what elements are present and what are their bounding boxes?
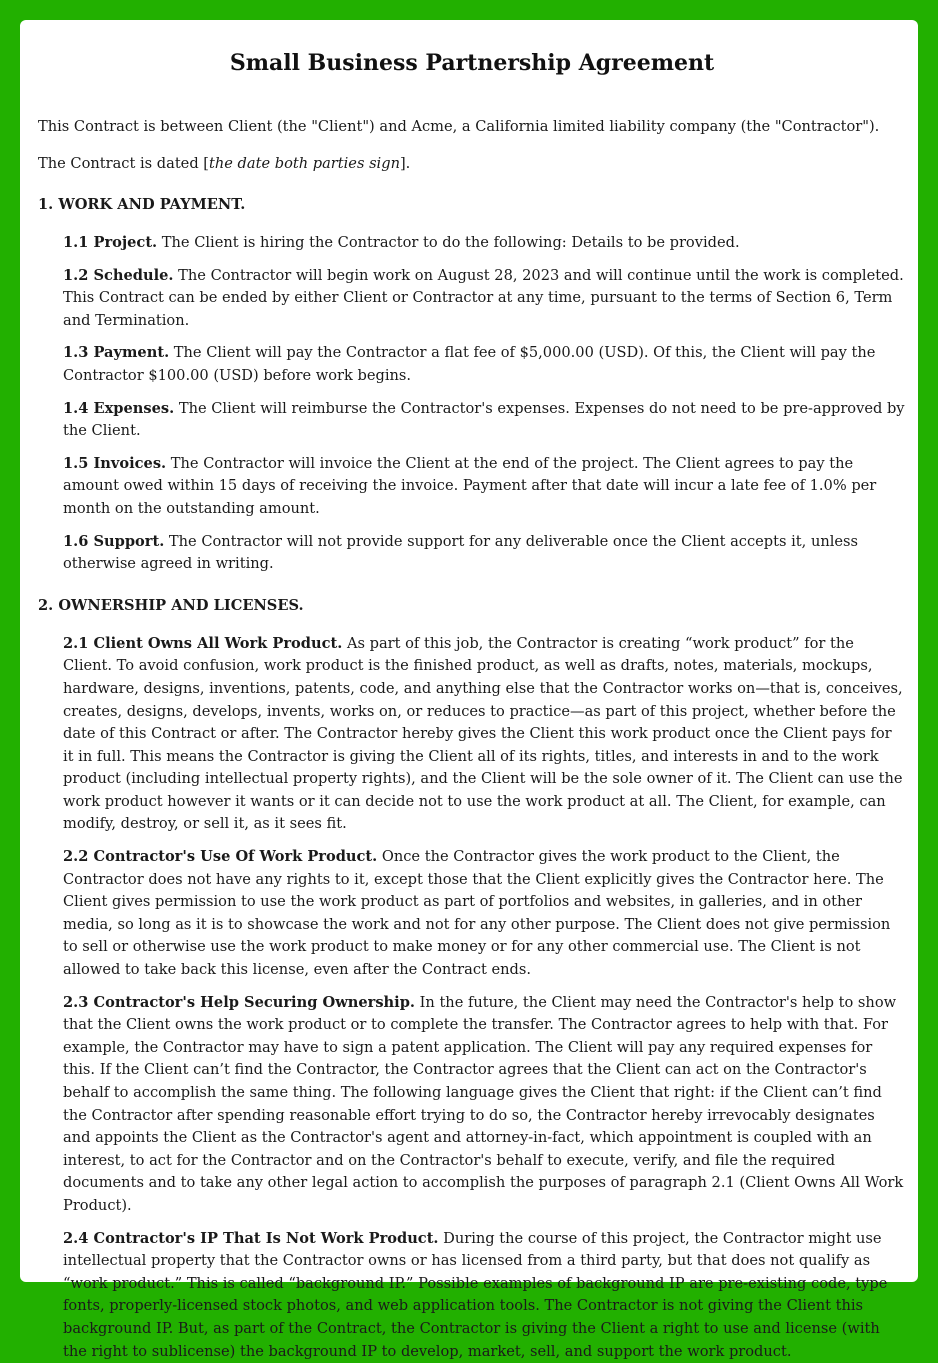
clause-text: The Client will pay the Contractor a flat fee of $5,000.00 (USD). Of this, the Client will pay the Contractor $100.00 (USD) before work begins. bbox=[63, 344, 876, 384]
clause-2-3 bbox=[63, 992, 906, 1218]
clause-2-2 bbox=[63, 846, 906, 982]
clause-text: During the course of this project, the Contractor might use intellectual property that the Contractor owns or has licensed from a third party, but that does not qualify as “work product.” This is called “background IP.” Possible examples of background IP are pre-existing code, type fonts, properly-licensed stock photos, and web application tools. The Contractor is not giving the Client this background IP. But, as part of the Contract, the Contractor is giving the Client a right to use and license (with the right to sublicense) the background IP to develop, market, sell, and support the work product. bbox=[63, 1229, 888, 1360]
clause-text: Once the Contractor gives the work product to the Client, the Contractor does not have any rights to it, except those that the Client explicitly gives the Contractor here. The Client gives permission to use the work product as part of portfolios and websites, in galleries, and in other media, so long as it is to showcase the work and not for any other purpose. The Client does not give permission to sell or otherwise use the work product to make money or for any other commercial use. The Client is not allowed to take back this license, even after the Contract ends. bbox=[63, 848, 891, 979]
date-placeholder: the date both parties sign bbox=[209, 155, 400, 172]
clause-text: The Client will reimburse the Contractor's expenses. Expenses do not need to be pre-approved by the Client. bbox=[63, 399, 905, 440]
clause-label: 2.3 Contractor's Help Securing Ownership. bbox=[63, 993, 415, 1011]
clause-label: 2.1 Client Owns All Work Product. bbox=[63, 634, 343, 652]
clause-label: 1.5 Invoices. bbox=[63, 454, 167, 472]
clause-2-1 bbox=[63, 633, 906, 836]
clause-text: The Contractor will not provide support for any deliverable once the Client accepts it, unless otherwise agreed in writing. bbox=[63, 532, 859, 573]
clause-label: 2.4 Contractor's IP That Is Not Work Product. bbox=[63, 1229, 439, 1247]
clause-2-4 bbox=[63, 1228, 906, 1363]
date-suffix: ]. bbox=[399, 155, 411, 172]
clause-label: 1.1 Project. bbox=[63, 234, 158, 251]
clause-label: 1.6 Support. bbox=[63, 532, 165, 550]
date-prefix: The Contract is dated [ bbox=[38, 155, 209, 172]
clause-text: The Contractor will invoice the Client at the end of the project. The Client agrees to pay the amount owed within 15 days of receiving the invoice. Payment after that date will incur a late fee of 1.0% per month on the outstanding amount. bbox=[63, 454, 877, 517]
section-heading-work-and-payment: 1. WORK AND PAYMENT. bbox=[38, 196, 246, 213]
clause-1-5 bbox=[63, 453, 906, 521]
clause-label: 1.2 Schedule. bbox=[63, 266, 174, 284]
clause-label: 2.2 Contractor's Use Of Work Product. bbox=[63, 848, 378, 866]
parties-statement: This Contract is between Client (the "Client") and Acme, a California limited liability company (the "Contractor"). bbox=[38, 118, 880, 135]
section-heading-ownership-and-licenses: 2. OWNERSHIP AND LICENSES. bbox=[38, 596, 304, 614]
clause-label: 1.4 Expenses. bbox=[63, 399, 175, 417]
clause-text: As part of this job, the Contractor is creating “work product” for the Client. To avoid confusion, work product is the finished product, as well as drafts, notes, materials, mockups, hardware, designs, inventions, patents, code, and anything else that the Contractor works on—that is, conceives, creates, designs, develops, invents, works on, or reduces to practice—as part of this project, whether before the date of this Contract or after. The Contractor hereby gives the Client this work product once the Client pays for it in full. This means the Contractor is giving the Client all of its rights, titles, and interests in and to the work product (including intellectual property rights), and the Client will be the sole owner of it. The Client can use the work product however it wants or it can decide not to use the work product at all. The Client, for example, can modify, destroy, or sell it, as it sees fit. bbox=[63, 634, 903, 833]
document-title: Small Business Partnership Agreement bbox=[229, 50, 715, 76]
clause-text: In the future, the Client may need the Contractor's help to show that the Client owns the work product or to complete the transfer. The Contractor agrees to help with that. For example, the Contractor may have to sign a patent application. The Client will pay any required expenses for this. If the Client can’t find the Contractor, the Contractor agrees that the Client can act on the Contractor's behalf to accomplish the same thing. The following language gives the Client that right: if the Client can’t find the Contractor after spending reasonable effort trying to do so, the Contractor hereby irrevocably designates and appoints the Client as the Contractor's agent and attorney-in-fact, which appointment is coupled with an interest, to act for the Contractor and on the Contractor's behalf to execute, verify, and file the required documents and to take any other legal action to accomplish the purposes of paragraph 2.1 (Client Owns All Work Product). bbox=[63, 993, 904, 1214]
clause-1-4 bbox=[63, 398, 906, 443]
clause-1-1 bbox=[63, 232, 906, 255]
clause-1-6 bbox=[63, 531, 906, 576]
clause-1-3 bbox=[63, 342, 906, 387]
clause-1-2 bbox=[63, 265, 906, 333]
clause-label: 1.3 Payment. bbox=[63, 344, 170, 362]
clause-text: The Contractor will begin work on August 28, 2023 and will continue until the work is completed. This Contract can be ended by either Client or Contractor at any time, pursuant to the terms of Section 6, Term and Termination. bbox=[63, 266, 904, 329]
clause-text: The Client is hiring the Contractor to do the following: Details to be provided. bbox=[157, 234, 740, 251]
contract-date-line bbox=[38, 153, 906, 175]
document-page bbox=[20, 20, 918, 1360]
